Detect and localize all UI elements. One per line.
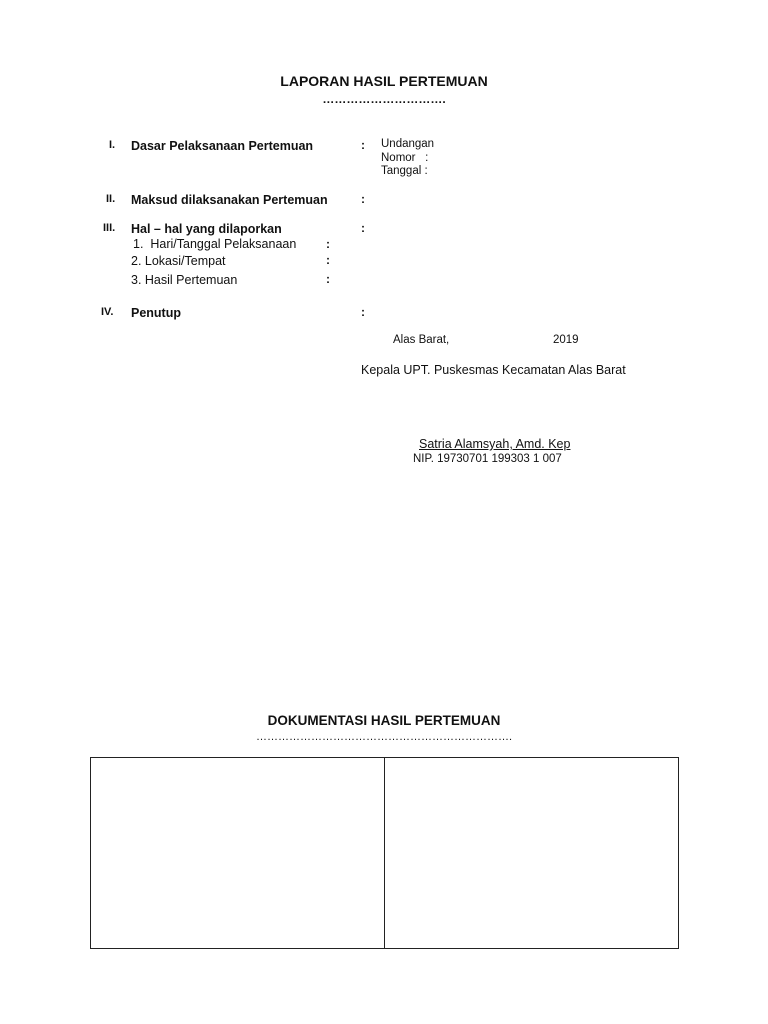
subitem-1-colon: :: [326, 237, 330, 251]
subitem-2-colon: :: [326, 253, 330, 267]
section-3-number: III.: [103, 222, 116, 234]
signature-position: Kepala UPT. Puskesmas Kecamatan Alas Barat: [361, 363, 626, 377]
subitem-3-label: 3. Hasil Pertemuan: [131, 273, 238, 287]
signature-name: Satria Alamsyah, Amd. Kep: [419, 437, 571, 451]
subitem-2-label: 2. Lokasi/Tempat: [131, 254, 226, 268]
section-1-label: Dasar Pelaksanaan Pertemuan: [131, 139, 314, 153]
section-3-label: Hal – hal yang dilaporkan: [131, 222, 282, 236]
section-4-number: IV.: [101, 306, 114, 318]
basis-tanggal: Tanggal :: [381, 165, 428, 177]
documentation-table: [90, 757, 679, 949]
documentation-photo-left: [91, 758, 385, 948]
documentation-photo-right: [385, 758, 678, 948]
section-2-label: Maksud dilaksanakan Pertemuan: [131, 193, 328, 207]
signature-nip: NIP. 19730701 199303 1 007: [413, 453, 562, 465]
report-title: LAPORAN HASIL PERTEMUAN: [280, 73, 488, 89]
section-4-label: Penutup: [131, 306, 181, 320]
documentation-dots: …………………………………………………………….: [255, 731, 513, 743]
section-1-number: I.: [109, 139, 116, 151]
signature-place: Alas Barat,: [393, 334, 450, 346]
documentation-title: DOKUMENTASI HASIL PERTEMUAN: [267, 713, 501, 728]
report-subtitle-dots: ………………………….: [322, 92, 446, 106]
section-1-colon: :: [361, 138, 365, 152]
basis-undangan: Undangan: [381, 138, 435, 150]
section-2-colon: :: [361, 192, 365, 206]
section-2-number: II.: [106, 193, 116, 205]
section-4-colon: :: [361, 305, 365, 319]
basis-nomor: Nomor :: [381, 152, 429, 164]
signature-year: 2019: [553, 334, 579, 346]
subitem-1-label: 1. Hari/Tanggal Pelaksanaan: [133, 237, 297, 251]
section-3-colon: :: [361, 221, 365, 235]
subitem-3-colon: :: [326, 272, 330, 286]
